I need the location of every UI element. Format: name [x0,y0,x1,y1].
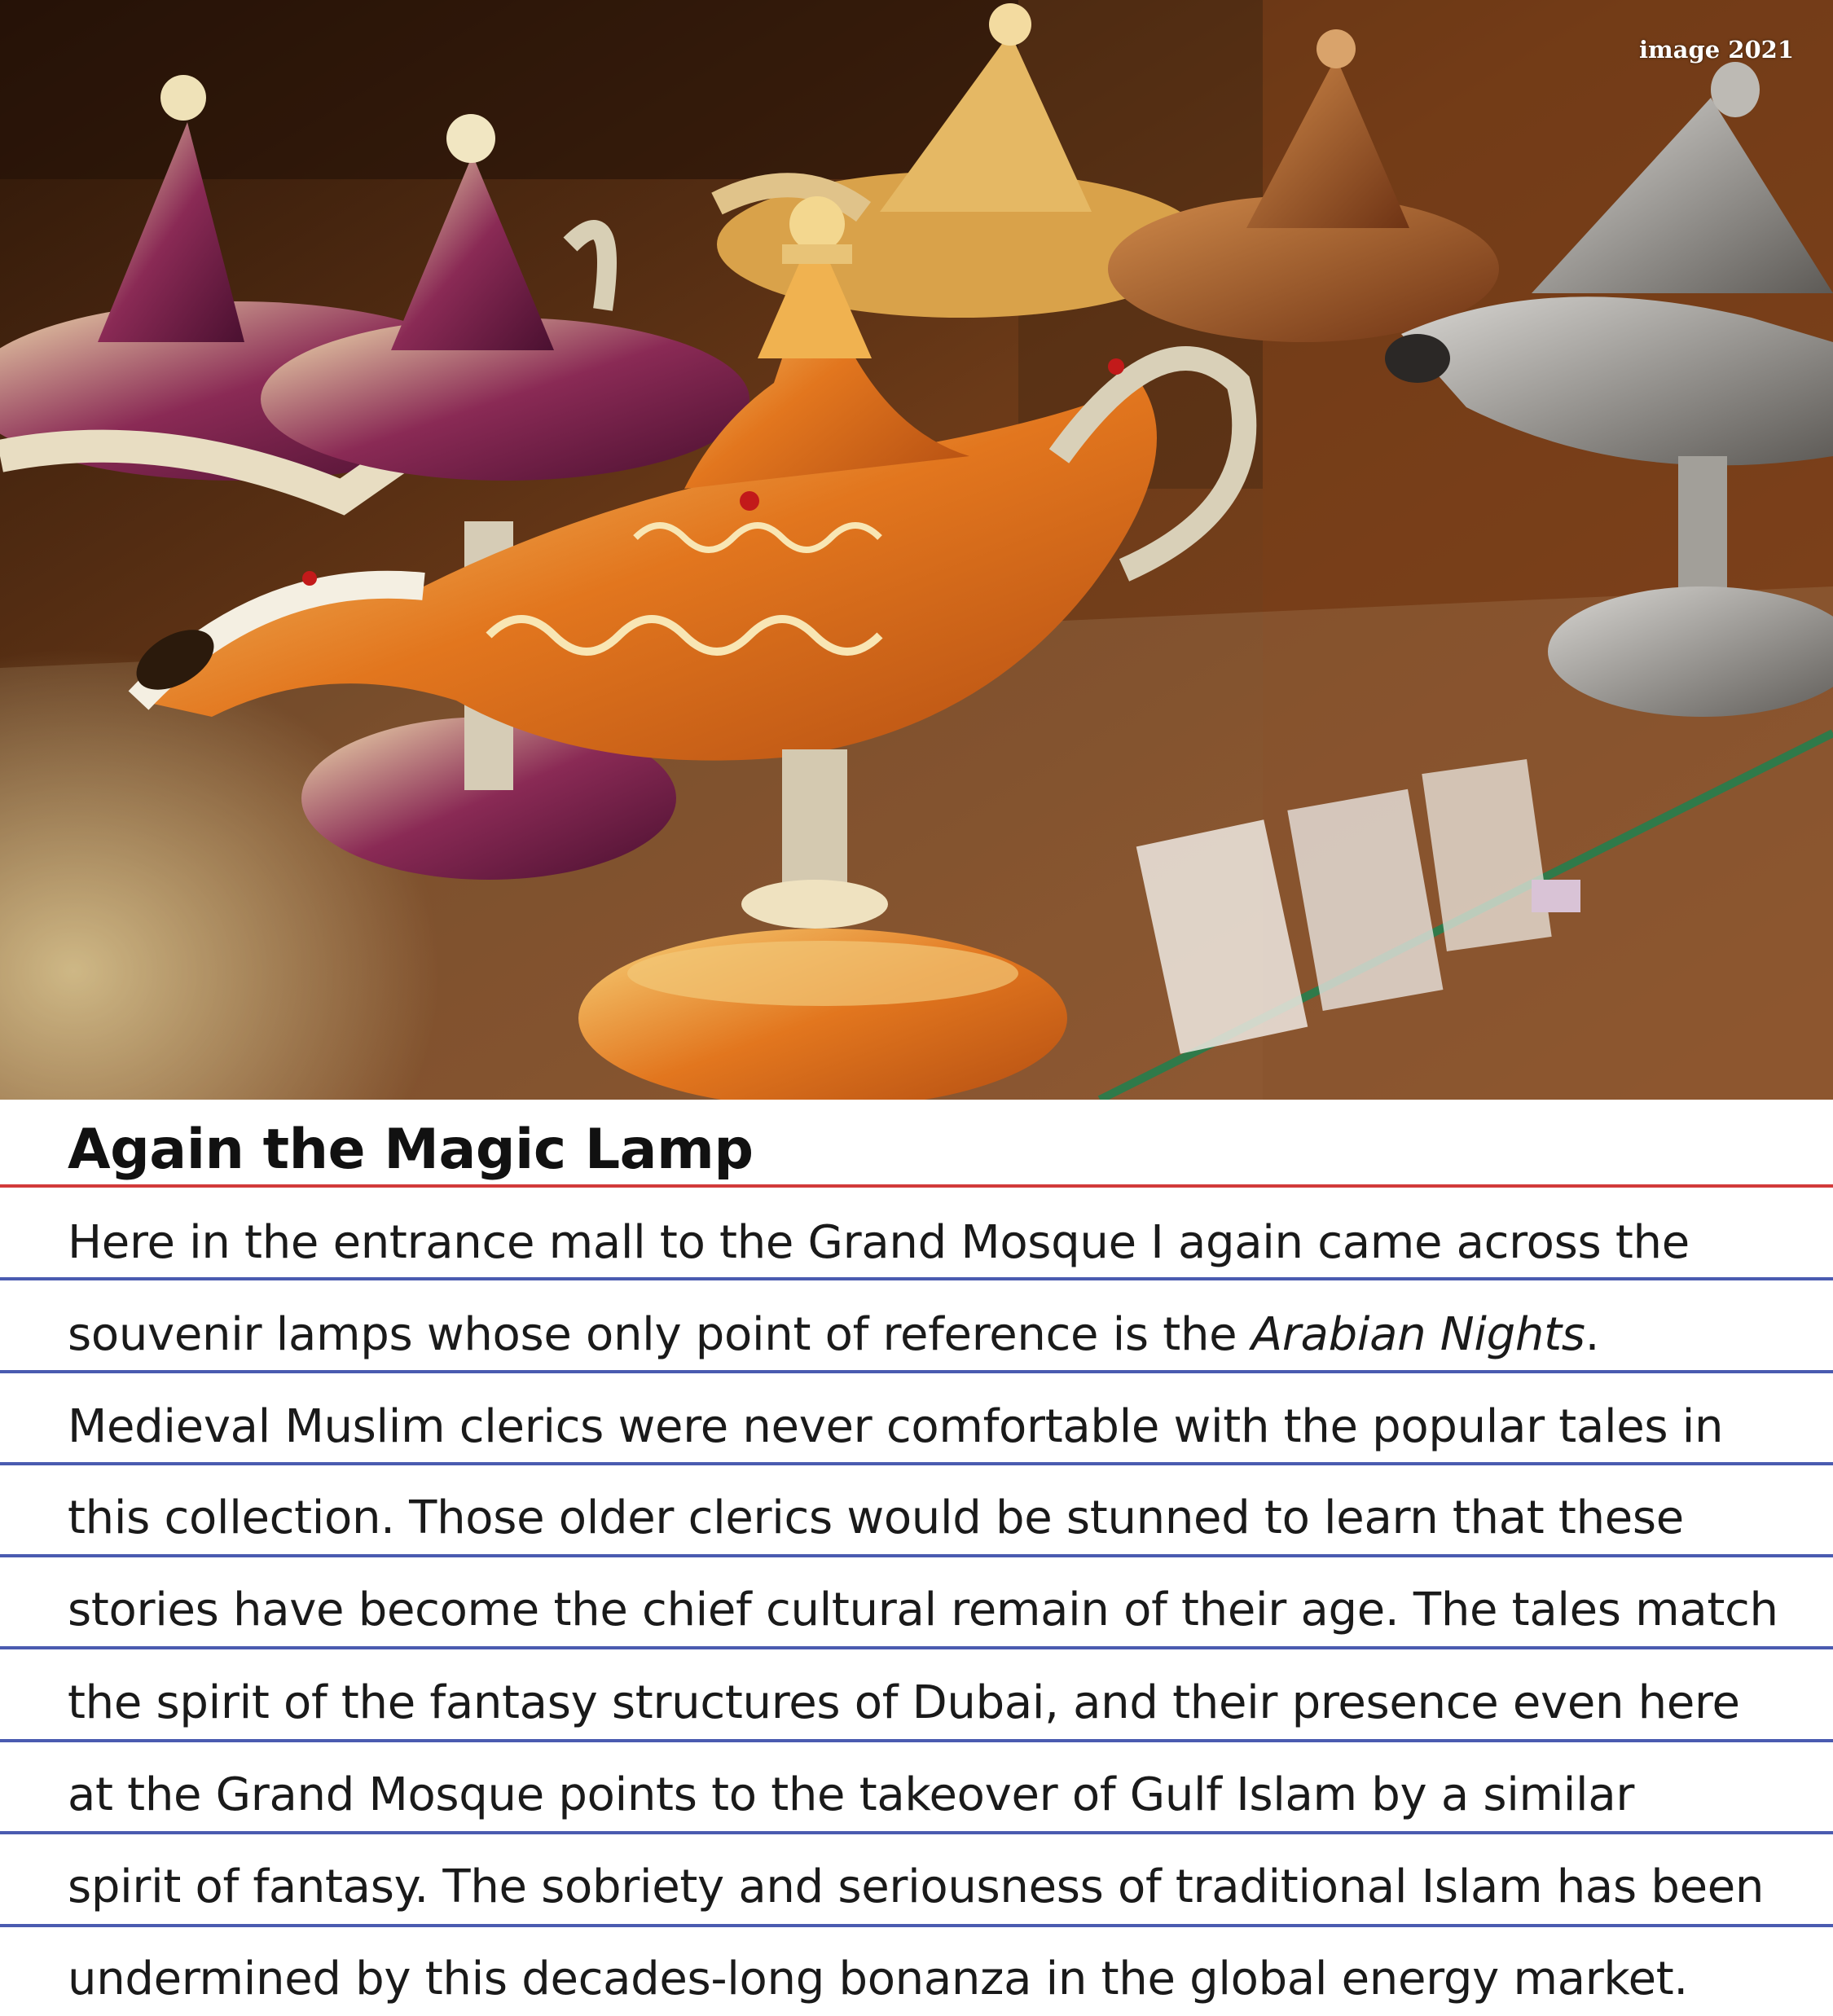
body-line-2 [68,1308,1599,1361]
body-line-2-period: . [1585,1308,1600,1361]
italic-book-title: Arabian Nights [1251,1308,1585,1361]
body-line-2-text: souvenir lamps whose only point of reference is the [68,1308,1251,1361]
body-line-8: spirit of fantasy. The sobriety and seriousness of traditional Islam has been [68,1860,1765,1913]
body-line-3: Medieval Muslim clerics were never comfortable with the popular tales in [68,1400,1724,1453]
body-line-9: undermined by this decades-long bonanza in the global energy market. [68,1952,1688,2005]
ruled-line-2 [0,1370,1833,1373]
body-line-6: the spirit of the fantasy structures of Dubai, and their presence even here [68,1676,1740,1729]
body-line-7: at the Grand Mosque points to the takeover of Gulf Islam by a similar [68,1768,1635,1821]
title-underline-red [0,1184,1833,1188]
article-title: Again the Magic Lamp [68,1118,754,1182]
ruled-line-1 [0,1277,1833,1280]
ruled-line-6 [0,1739,1833,1742]
ruled-line-8 [0,1924,1833,1927]
ruled-line-5 [0,1646,1833,1649]
body-line-4: this collection. Those older clerics would be stunned to learn that these [68,1491,1684,1544]
ruled-line-3 [0,1462,1833,1465]
ruled-line-4 [0,1554,1833,1557]
body-line-1: Here in the entrance mall to the Grand Mosque I again came across the [68,1216,1690,1269]
body-line-5: stories have become the chief cultural remain of their age. The tales match [68,1583,1778,1636]
ruled-line-7 [0,1831,1833,1834]
image-caption-label: image 2021 [1638,36,1794,64]
